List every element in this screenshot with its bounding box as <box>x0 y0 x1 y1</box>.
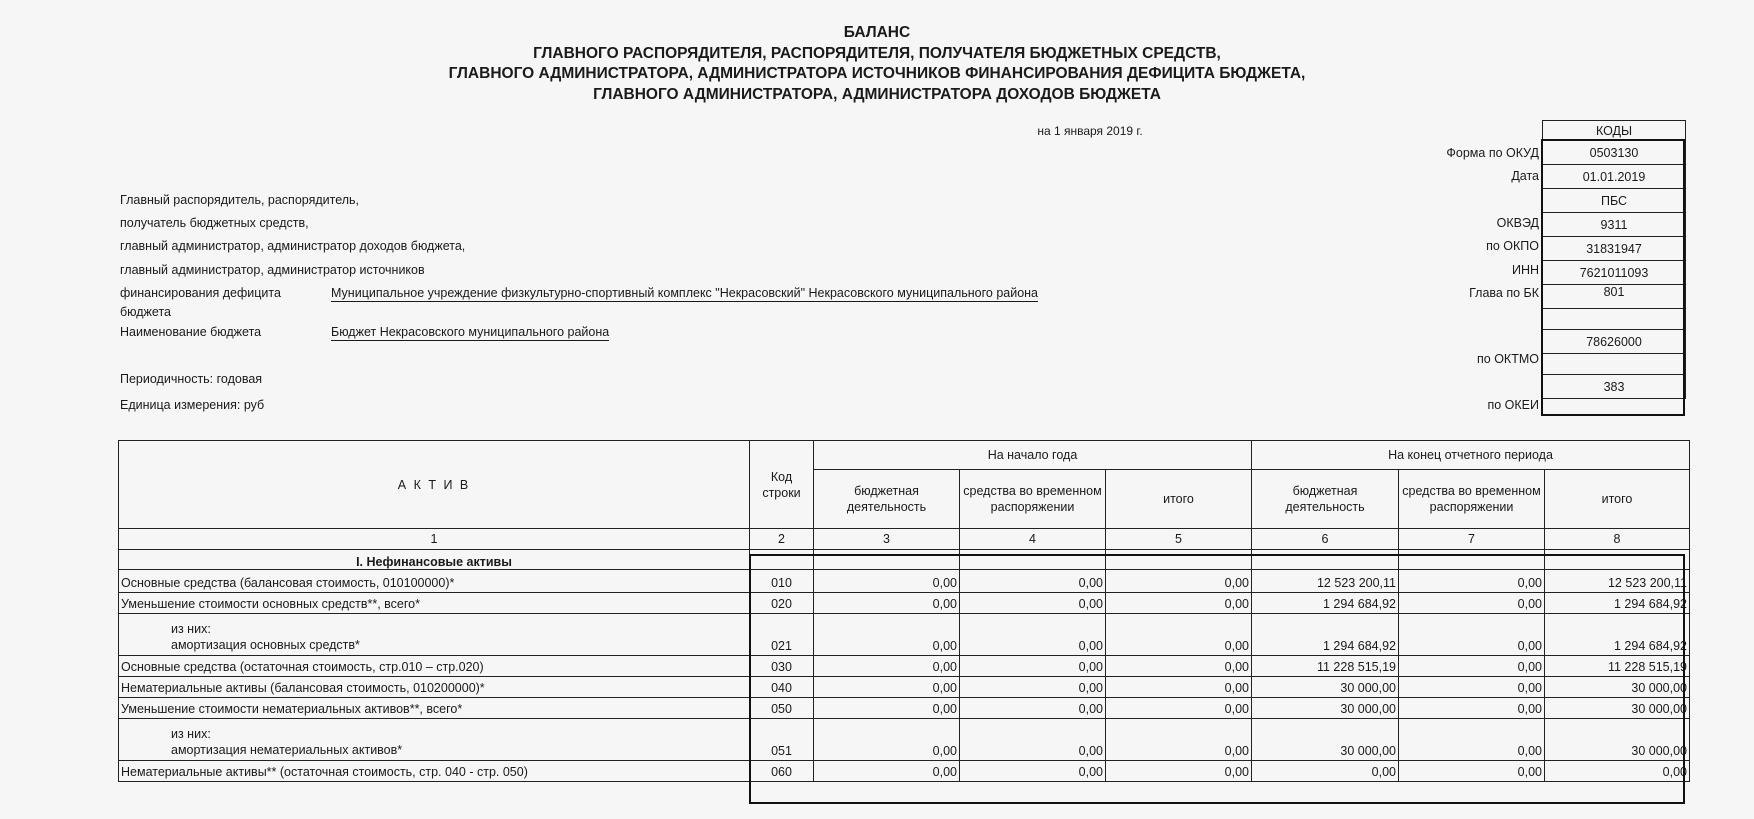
row-code: 021 <box>750 614 814 656</box>
row-value: 0,00 <box>1399 570 1545 593</box>
codes-empty-2 <box>1543 354 1686 375</box>
row-prefix: из них: <box>171 727 211 741</box>
table-row <box>119 761 1690 782</box>
row-value: 0,00 <box>1106 719 1252 761</box>
row-code: 020 <box>750 593 814 614</box>
table-row <box>119 614 1690 656</box>
group-end-period: На конец отчетного периода <box>1252 441 1690 470</box>
col-index: 7 <box>1399 529 1545 550</box>
row-name: Уменьшение стоимости нематериальных активов**, всего* <box>119 698 750 719</box>
column-index-row <box>119 529 1690 550</box>
row-value: 0,00 <box>814 719 960 761</box>
sub-temp-start: средства во временном распоряжении <box>960 470 1106 529</box>
row-value: 0,00 <box>960 570 1106 593</box>
title-balance: БАЛАНС <box>843 24 911 41</box>
date-label: Дата <box>1511 169 1539 183</box>
row-value: 30 000,00 <box>1545 719 1690 761</box>
col-index: 6 <box>1252 529 1399 550</box>
row-value: 1 294 684,92 <box>1545 593 1690 614</box>
row-value: 12 523 200,11 <box>1252 570 1399 593</box>
row-value: 0,00 <box>814 677 960 698</box>
okei-value: 383 <box>1543 375 1686 399</box>
row-value: 0,00 <box>960 698 1106 719</box>
table-row <box>119 593 1690 614</box>
col-index: 2 <box>750 529 814 550</box>
row-value: 0,00 <box>960 761 1106 782</box>
codes-table <box>1542 120 1686 399</box>
row-name <box>119 614 750 656</box>
row-value: 0,00 <box>1106 570 1252 593</box>
row-name <box>119 719 750 761</box>
row-value: 0,00 <box>1399 677 1545 698</box>
table-row <box>119 677 1690 698</box>
table-row <box>119 719 1690 761</box>
okpo-label: по ОКПО <box>1486 239 1539 253</box>
row-value: 0,00 <box>960 593 1106 614</box>
row-code: 051 <box>750 719 814 761</box>
row-value: 0,00 <box>1399 698 1545 719</box>
col-index: 5 <box>1106 529 1252 550</box>
row-value: 0,00 <box>960 677 1106 698</box>
row-value: 0,00 <box>1399 593 1545 614</box>
budget-label: Наименование бюджета <box>120 325 262 339</box>
col-index: 4 <box>960 529 1106 550</box>
info-line-6: бюджета <box>120 305 171 319</box>
row-value: 11 228 515,19 <box>1545 656 1690 677</box>
glava-label: Глава по БК <box>1469 286 1539 300</box>
info-line-5: финансирования дефицита <box>120 286 281 300</box>
table-row <box>119 570 1690 593</box>
group-start-year: На начало года <box>814 441 1252 470</box>
codes-empty-1 <box>1543 309 1686 330</box>
row-code: 050 <box>750 698 814 719</box>
row-value: 0,00 <box>814 698 960 719</box>
okud-label: Форма по ОКУД <box>1446 146 1539 160</box>
balance-table <box>118 440 1690 782</box>
okpo-value: 31831947 <box>1543 237 1686 261</box>
row-value: 0,00 <box>1106 656 1252 677</box>
okud-value: 0503130 <box>1543 141 1686 165</box>
row-code: 030 <box>750 656 814 677</box>
row-value: 0,00 <box>814 761 960 782</box>
sub-total-start: итого <box>1106 470 1252 529</box>
row-value: 1 294 684,92 <box>1545 614 1690 656</box>
date-value: 01.01.2019 <box>1543 165 1686 189</box>
row-value: 0,00 <box>1545 761 1690 782</box>
section-row <box>119 550 1690 570</box>
row-value: 12 523 200,11 <box>1545 570 1690 593</box>
row-value: 0,00 <box>1106 593 1252 614</box>
row-value: 0,00 <box>1106 614 1252 656</box>
row-value: 0,00 <box>1106 677 1252 698</box>
row-value: 0,00 <box>814 656 960 677</box>
row-value: 0,00 <box>1252 761 1399 782</box>
row-label: амортизация основных средств* <box>171 638 360 652</box>
section-title: I. Нефинансовые активы <box>119 550 750 570</box>
row-value: 0,00 <box>960 656 1106 677</box>
row-value: 1 294 684,92 <box>1252 593 1399 614</box>
glava-value: 801 <box>1543 285 1686 309</box>
organization-name: Муниципальное учреждение физкультурно-спортивный комплекс "Некрасовский" Некрасовского муниципального района <box>331 286 1039 300</box>
table-row <box>119 656 1690 677</box>
sub-temp-end: средства во временном распоряжении <box>1399 470 1545 529</box>
okved-label: ОКВЭД <box>1496 216 1539 230</box>
info-line-1: Главный распорядитель, распорядитель, <box>120 193 360 207</box>
row-value: 0,00 <box>814 570 960 593</box>
title-line-2: ГЛАВНОГО АДМИНИСТРАТОРА, АДМИНИСТРАТОРА ИСТОЧНИКОВ ФИНАНСИРОВАНИЯ ДЕФИЦИТА БЮДЖЕТА, <box>448 65 1306 82</box>
row-value: 11 228 515,19 <box>1252 656 1399 677</box>
info-line-2: получатель бюджетных средств, <box>120 216 309 230</box>
periodicity: Периодичность: годовая <box>120 372 263 386</box>
row-value: 0,00 <box>1399 761 1545 782</box>
row-code: 060 <box>750 761 814 782</box>
row-value: 0,00 <box>1399 614 1545 656</box>
sub-total-end: итого <box>1545 470 1690 529</box>
table-row <box>119 698 1690 719</box>
okved-value: 9311 <box>1543 213 1686 237</box>
col-index: 3 <box>814 529 960 550</box>
codes-header: КОДЫ <box>1543 121 1686 141</box>
row-value: 0,00 <box>1399 656 1545 677</box>
title-line-3: ГЛАВНОГО АДМИНИСТРАТОРА, АДМИНИСТРАТОРА ДОХОДОВ БЮДЖЕТА <box>593 86 1161 103</box>
sub-budget-start: бюджетная деятельность <box>814 470 960 529</box>
row-name: Основные средства (балансовая стоимость, 010100000)* <box>119 570 750 593</box>
col-active-header: А К Т И В <box>119 441 750 529</box>
row-name: Уменьшение стоимости основных средств**, всего* <box>119 593 750 614</box>
row-value: 0,00 <box>1106 761 1252 782</box>
sub-budget-end: бюджетная деятельность <box>1252 470 1399 529</box>
row-value: 30 000,00 <box>1545 677 1690 698</box>
row-value: 0,00 <box>960 719 1106 761</box>
row-value: 0,00 <box>1106 698 1252 719</box>
col-index: 8 <box>1545 529 1690 550</box>
row-value: 0,00 <box>960 614 1106 656</box>
row-code: 040 <box>750 677 814 698</box>
row-prefix: из них: <box>171 622 211 636</box>
row-value: 30 000,00 <box>1545 698 1690 719</box>
okei-label: по ОКЕИ <box>1487 398 1539 412</box>
report-date: на 1 января 2019 г. <box>1037 124 1143 138</box>
col-code-header: Код строки <box>750 441 814 529</box>
title-line-1: ГЛАВНОГО РАСПОРЯДИТЕЛЯ, РАСПОРЯДИТЕЛЯ, ПОЛУЧАТЕЛЯ БЮДЖЕТНЫХ СРЕДСТВ, <box>533 45 1221 62</box>
unit-of-measure: Единица измерения: руб <box>120 398 265 412</box>
budget-name: Бюджет Некрасовского муниципального района <box>331 325 610 339</box>
row-value: 0,00 <box>814 614 960 656</box>
inn-label: ИНН <box>1511 263 1539 277</box>
row-name: Основные средства (остаточная стоимость, стр.010 – стр.020) <box>119 656 750 677</box>
row-value: 30 000,00 <box>1252 698 1399 719</box>
row-value: 1 294 684,92 <box>1252 614 1399 656</box>
row-value: 0,00 <box>814 593 960 614</box>
row-name: Нематериальные активы** (остаточная стоимость, стр. 040 - стр. 050) <box>119 761 750 782</box>
oktmo-value: 78626000 <box>1543 330 1686 354</box>
row-label: амортизация нематериальных активов* <box>171 743 403 757</box>
row-name: Нематериальные активы (балансовая стоимость, 010200000)* <box>119 677 750 698</box>
oktmo-label: по ОКТМО <box>1477 352 1539 366</box>
info-line-3: главный администратор, администратор доходов бюджета, <box>120 239 466 253</box>
pbs-value: ПБС <box>1543 189 1686 213</box>
row-value: 30 000,00 <box>1252 677 1399 698</box>
inn-value: 7621011093 <box>1543 261 1686 285</box>
row-code: 010 <box>750 570 814 593</box>
info-line-4: главный администратор, администратор источников <box>120 263 425 277</box>
row-value: 30 000,00 <box>1252 719 1399 761</box>
col-index: 1 <box>119 529 750 550</box>
row-value: 0,00 <box>1399 719 1545 761</box>
